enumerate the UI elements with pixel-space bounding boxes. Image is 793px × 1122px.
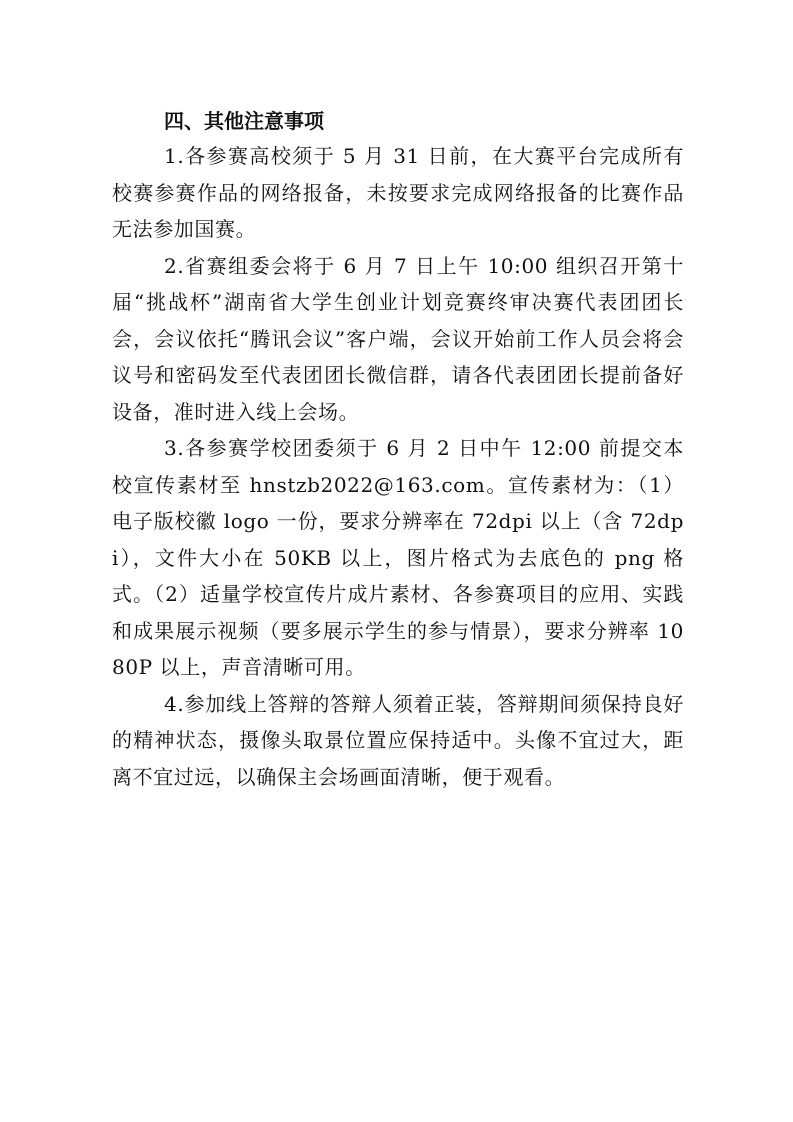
paragraph-team-leader-meeting: 2.省赛组委会将于 6 月 7 日上午 10:00 组织召开第十届“挑战杯”湖南省大学生创业计划竞赛终审决赛代表团团长会，会议依托“腾讯会议”客户端，会议开始前工作人员会将会议号和密码发至代表团团长微信群，请各代表团团长提前备好设备，准时进入线上会场。 <box>112 253 684 424</box>
section-heading: 四、其他注意事项 <box>164 109 324 133</box>
document-body <box>112 104 684 795</box>
paragraph-online-defense: 4.参加线上答辩的答辩人须着正装，答辩期间须保持良好的精神状态，摄像头取景位置应保持适中。头像不宜过大，距离不宜过远，以确保主会场画面清晰，便于观看。 <box>112 691 684 789</box>
paragraph-promotional-materials: 3.各参赛学校团委须于 6 月 2 日中午 12:00 前提交本校宣传素材至 hnstzb2022@163.com。宣传素材为：（1）电子版校徽 logo 一份，要求分辨率在 72dpi 以上（含 72dpi），文件大小在 50KB 以上，图片格式为去底色的 png 格式。（2）适量学校宣传片成片素材、各参赛项目的应用、实践和成果展示视频（要多展示学生的参与情景），要求分辨率 1080P 以上，声音清晰可用。 <box>112 436 684 679</box>
paragraph-deadline-registration: 1.各参赛高校须于 5 月 31 日前，在大赛平台完成所有校赛参赛作品的网络报备，未按要求完成网络报备的比赛作品无法参加国赛。 <box>112 144 684 241</box>
